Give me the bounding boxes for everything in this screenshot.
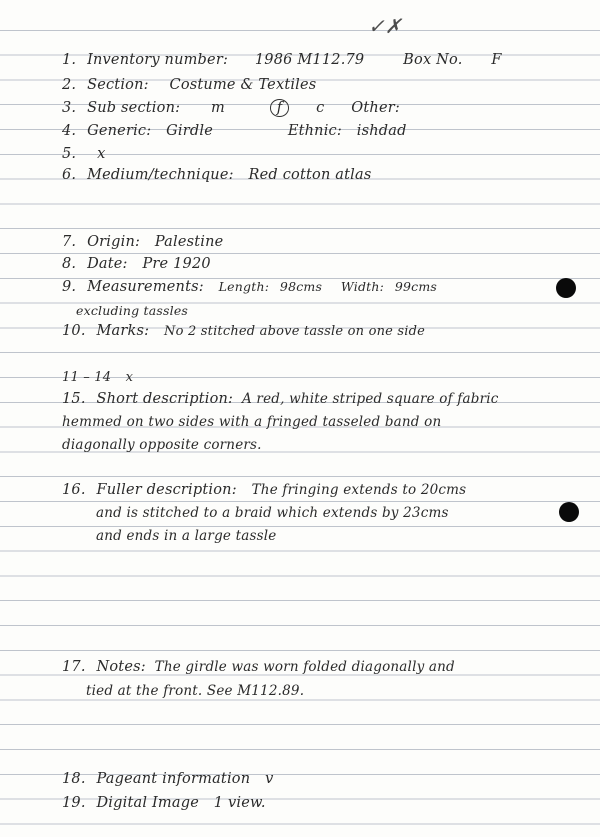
date-label: Date: — [87, 256, 128, 272]
digital-image-value: 1 view. — [213, 795, 266, 811]
line-sub-section — [62, 99, 400, 117]
notes-text: The girdle was worn folded diagonally and — [154, 659, 455, 675]
line-number: 15. — [62, 391, 86, 407]
line-5-value: x — [97, 146, 106, 162]
section-label: Section: — [87, 77, 149, 93]
line-section — [62, 77, 316, 93]
sub-section-option-c: c — [316, 100, 325, 116]
short-description-cont-2: diagonally opposite corners. — [62, 437, 262, 453]
medium-value: Red cotton atlas — [248, 167, 372, 183]
line-notes — [62, 659, 455, 675]
line-measurements-cont: excluding tassles — [76, 303, 189, 318]
line-number: 7. — [62, 234, 77, 250]
line-digital-image — [62, 795, 266, 811]
line-medium-technique — [62, 167, 372, 183]
line-11-14-value: x — [125, 370, 134, 385]
sub-section-label: Sub section: — [87, 100, 181, 116]
short-description-cont-1: hemmed on two sides with a fringed tasseled band on — [62, 414, 442, 430]
inventory-value: 1986 M112.79 — [254, 52, 365, 68]
fuller-description-label: Fuller description: — [96, 482, 237, 498]
length-value: 98cms — [279, 279, 323, 294]
line-pageant-information — [62, 771, 273, 787]
line-number: 3. — [62, 100, 77, 116]
ethnic-value: ishdad — [356, 123, 407, 139]
medium-label: Medium/technique: — [87, 167, 234, 183]
box-label: Box No. — [403, 52, 463, 68]
line-11-14 — [62, 370, 133, 385]
check-mark: ✓✗ — [368, 14, 402, 38]
line-number: 19. — [62, 795, 86, 811]
line-inventory-number — [62, 52, 502, 68]
line-5 — [62, 146, 105, 162]
line-number: 18. — [62, 771, 86, 787]
line-date — [62, 256, 211, 272]
line-number: 10. — [62, 323, 86, 339]
pageant-label: Pageant information — [96, 771, 251, 787]
short-description-label: Short description: — [96, 391, 234, 407]
inventory-label: Inventory number: — [87, 52, 229, 68]
generic-label: Generic: — [87, 123, 152, 139]
line-number: 6. — [62, 167, 77, 183]
origin-label: Origin: — [87, 234, 141, 250]
line-origin — [62, 234, 223, 250]
line-number: 17. — [62, 659, 86, 675]
origin-value: Palestine — [154, 234, 224, 250]
pageant-value: v — [265, 771, 274, 787]
width-label: Width: — [340, 279, 385, 294]
short-description-text: A red, white striped square of fabric — [241, 391, 499, 407]
fuller-description-cont-2: and ends in a large tassle — [96, 528, 277, 544]
fuller-description-text: The fringing extends to 20cms — [251, 482, 467, 498]
notes-cont: tied at the front. See M112.89. — [86, 683, 305, 699]
sub-section-option-other: Other: — [351, 100, 400, 116]
box-value: F — [491, 52, 502, 68]
line-number: 16. — [62, 482, 86, 498]
line-number: 1. — [62, 52, 77, 68]
sub-section-option-f-circled: f — [270, 99, 290, 117]
line-marks — [62, 323, 425, 339]
sub-section-option-m: m — [211, 100, 225, 116]
punch-hole-bottom — [559, 502, 579, 522]
line-fuller-description — [62, 482, 466, 498]
line-number: 4. — [62, 123, 77, 139]
section-value: Costume & Textiles — [169, 77, 317, 93]
line-number: 5. — [62, 146, 77, 162]
fuller-description-cont-1: and is stitched to a braid which extends by 23cms — [96, 505, 449, 521]
measurements-label: Measurements: — [87, 279, 204, 295]
digital-image-label: Digital Image — [96, 795, 199, 811]
width-value: 99cms — [394, 279, 438, 294]
line-number: 8. — [62, 256, 77, 272]
line-number: 9. — [62, 279, 77, 295]
date-value: Pre 1920 — [142, 256, 211, 272]
ethnic-label: Ethnic: — [287, 123, 342, 139]
line-number: 11 – 14 — [62, 370, 112, 385]
marks-value: No 2 stitched above tassle on one side — [164, 324, 426, 339]
marks-label: Marks: — [96, 323, 150, 339]
line-short-description — [62, 391, 499, 407]
line-generic — [62, 123, 407, 139]
line-number: 2. — [62, 77, 77, 93]
line-measurements — [62, 279, 437, 295]
generic-value: Girdle — [166, 123, 213, 139]
notes-label: Notes: — [96, 659, 146, 675]
punch-hole-top — [556, 278, 576, 298]
length-label: Length: — [218, 279, 270, 294]
